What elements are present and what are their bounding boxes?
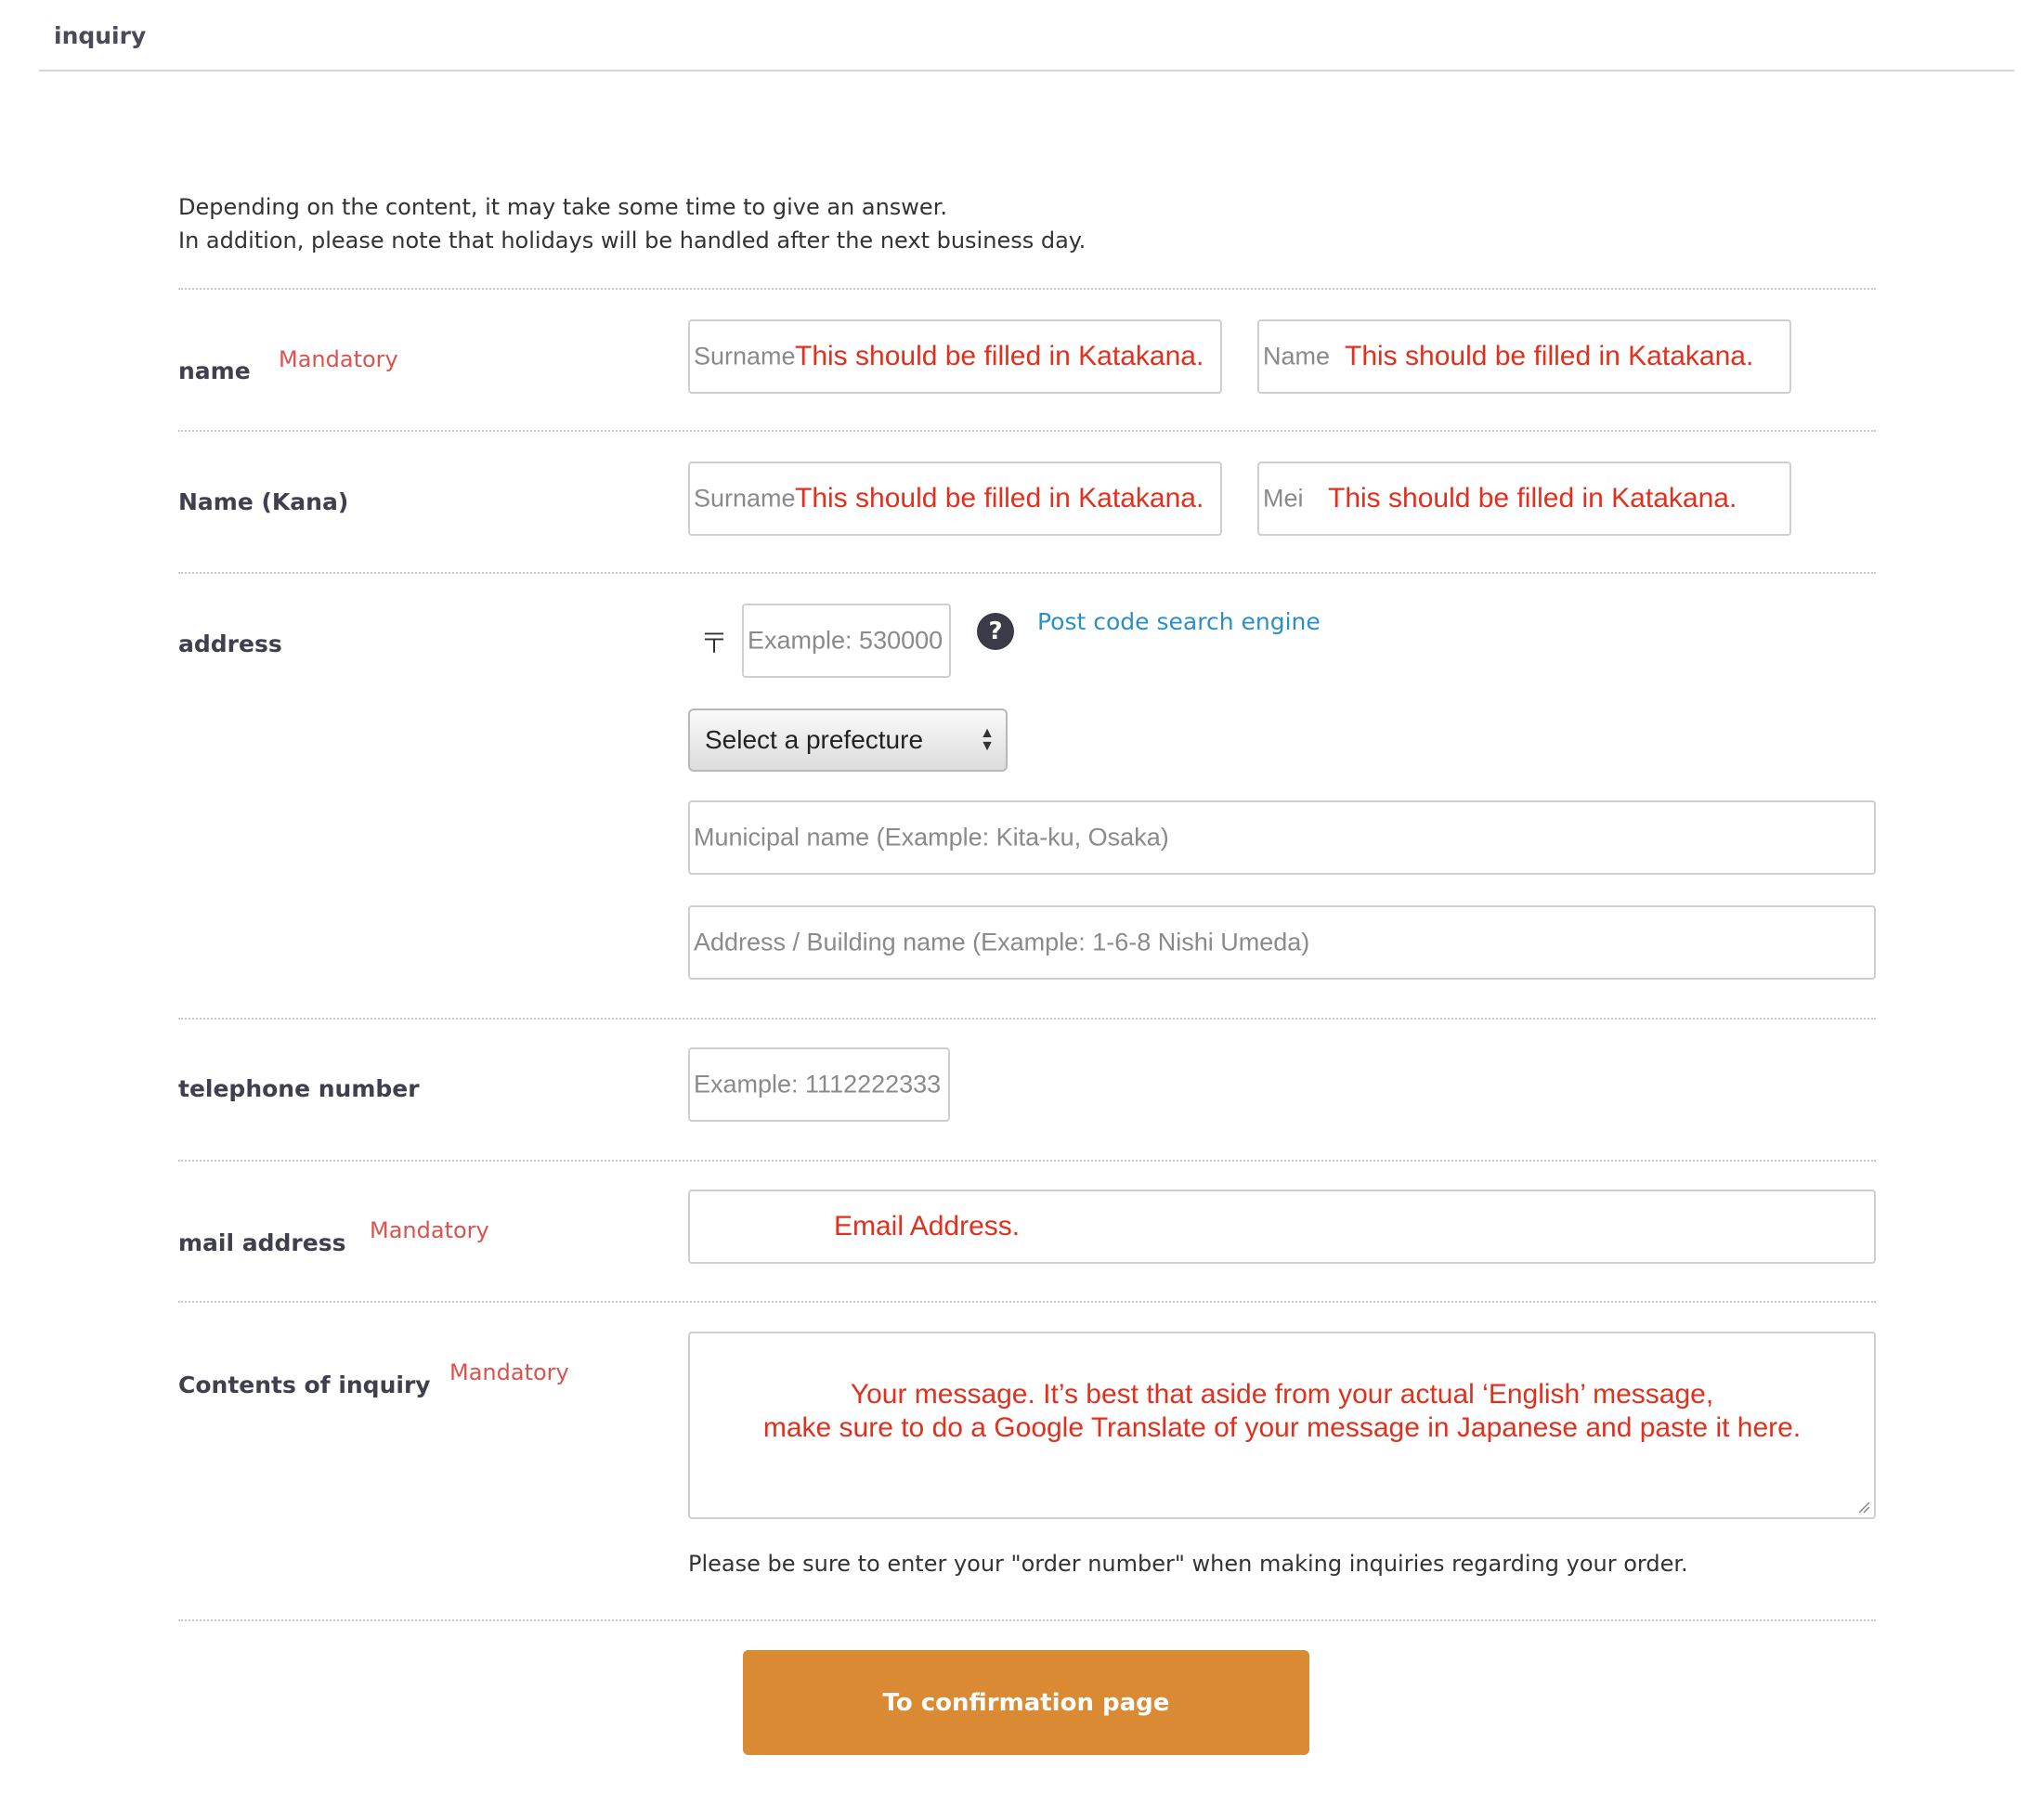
question-circle-icon[interactable]: ?: [977, 613, 1014, 650]
telephone-label: telephone number: [178, 1075, 420, 1102]
row-divider: [178, 1619, 1876, 1621]
kana-surname-placeholder: Surname: [694, 484, 796, 513]
row-divider: [178, 1301, 1876, 1303]
surname-placeholder: Surname: [694, 342, 796, 370]
name-surname-input[interactable]: [688, 319, 1222, 394]
kana-mei-katakana-hint: This should be filled in Katakana.: [1328, 483, 1737, 514]
building-placeholder: Address / Building name (Example: 1-6-8 Nishi Umeda): [694, 928, 1310, 956]
postcode-search-link[interactable]: Post code search engine: [1037, 608, 1321, 635]
kana-surname-katakana-hint: This should be filled in Katakana.: [795, 483, 1204, 514]
name-mandatory-badge: Mandatory: [279, 346, 398, 372]
municipal-input[interactable]: [688, 800, 1876, 875]
mail-mandatory-badge: Mandatory: [370, 1217, 489, 1243]
kana-label: Name (Kana): [178, 488, 349, 515]
telephone-input[interactable]: [688, 1047, 950, 1122]
name-given-input[interactable]: [1257, 319, 1791, 394]
page-title: inquiry: [54, 22, 147, 49]
surname-katakana-hint: This should be filled in Katakana.: [795, 341, 1204, 371]
resize-grip-icon[interactable]: [1855, 1499, 1870, 1514]
prefecture-select-value: Select a prefecture: [705, 725, 924, 754]
given-name-katakana-hint: This should be filled in Katakana.: [1345, 341, 1754, 371]
mail-label: mail address: [178, 1229, 346, 1256]
inquiry-hint-line-2: make sure to do a Google Translate of your message in Japanese and paste it here.: [762, 1412, 1802, 1443]
postcode-placeholder: Example: 530000: [748, 626, 943, 655]
inquiry-mandatory-badge: Mandatory: [449, 1359, 569, 1385]
inquiry-textarea[interactable]: [688, 1332, 1876, 1519]
row-divider: [178, 1160, 1876, 1162]
name-label: name: [178, 358, 251, 384]
inquiry-hint: [690, 1378, 1874, 1445]
telephone-placeholder: Example: 1112222333: [694, 1070, 942, 1098]
address-label: address: [178, 630, 282, 657]
intro-line-2: In addition, please note that holidays will be handled after the next business day.: [178, 228, 1087, 254]
postal-mark-icon: 〒: [700, 628, 728, 660]
kana-surname-input[interactable]: [688, 462, 1222, 536]
municipal-placeholder: Municipal name (Example: Kita-ku, Osaka): [694, 823, 1169, 852]
building-input[interactable]: [688, 905, 1876, 980]
title-divider: [39, 70, 2014, 72]
row-divider: [178, 430, 1876, 432]
mail-address-input[interactable]: [688, 1190, 1876, 1264]
inquiry-hint-line-1: Your message. It’s best that aside from your actual ‘English’ message,: [850, 1379, 1714, 1410]
kana-mei-input[interactable]: [1257, 462, 1791, 536]
given-name-placeholder: Name: [1263, 342, 1331, 370]
row-divider: [178, 288, 1876, 290]
confirmation-page-button[interactable]: To confirmation page: [743, 1650, 1309, 1755]
inquiry-label: Contents of inquiry: [178, 1372, 431, 1398]
row-divider: [178, 1018, 1876, 1020]
row-divider: [178, 572, 1876, 574]
order-number-note: Please be sure to enter your "order number" when making inquiries regarding your order.: [688, 1551, 1688, 1577]
select-arrows-icon: ▲ ▼: [980, 725, 995, 754]
mail-hint: Email Address.: [834, 1211, 1021, 1242]
prefecture-select[interactable]: [688, 708, 1008, 772]
kana-mei-placeholder: Mei: [1263, 484, 1304, 513]
intro-line-1: Depending on the content, it may take some time to give an answer.: [178, 194, 947, 220]
postcode-input[interactable]: [742, 604, 951, 678]
